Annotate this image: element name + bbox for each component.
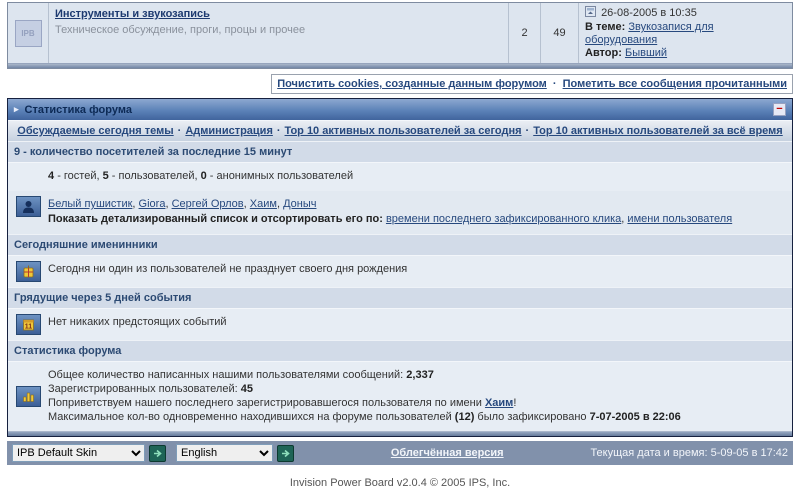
events-header: Грядущие через 5 дней события <box>8 287 792 309</box>
active-users-header: 9 - количество посетителей за последние 15 минут <box>8 141 792 163</box>
member-icon <box>16 196 41 217</box>
subnav-separator: · <box>525 125 530 137</box>
forum-row <box>8 3 792 63</box>
forum-folder-icon: IPB <box>15 20 42 47</box>
last-post-icon[interactable] <box>585 6 596 21</box>
language-select[interactable] <box>176 444 273 462</box>
subnav-separator: · <box>276 125 281 137</box>
birthday-icon <box>16 261 41 282</box>
online-user-link[interactable]: Хаим <box>249 198 277 210</box>
forum-page <box>0 2 800 489</box>
sort-label: Показать детализированный список и отсортировать его по: <box>48 213 383 225</box>
anon-count: 0 <box>200 170 207 182</box>
calendar-icon <box>16 314 41 335</box>
spacer <box>8 167 48 186</box>
comma: , <box>243 198 247 210</box>
active-users-summary-row <box>8 163 792 191</box>
max-online-datetime: 7-07-2005 в 22:06 <box>589 411 681 423</box>
table-shadow <box>8 63 792 68</box>
registered-members-label: Зарегистрированных пользователей: <box>48 383 238 395</box>
birthdays-icon-cell <box>8 260 48 282</box>
active-users-icon-cell <box>8 195 48 229</box>
current-datetime <box>590 447 788 459</box>
lofi-version-link[interactable]: Облегчённая версия <box>390 447 504 459</box>
max-online-value: (12) <box>454 411 475 423</box>
subnav-top10-today-link[interactable]: Top 10 активных пользователей за сегодня <box>284 125 522 137</box>
last-post-author-link[interactable]: Бывший <box>624 47 668 59</box>
footer-center <box>304 447 590 459</box>
comma: , <box>165 198 169 210</box>
active-users-summary <box>48 167 792 186</box>
events-row <box>8 309 792 340</box>
sort-by-name-link[interactable]: имени пользователя <box>627 213 733 225</box>
stats-box-titlebar <box>8 99 792 120</box>
stats-box-title: Статистика форума <box>24 103 132 116</box>
online-user-link[interactable]: Сергей Орлов <box>171 198 244 210</box>
events-message: Нет никаких предстоящих событий <box>48 316 227 328</box>
language-go-button[interactable] <box>277 445 294 462</box>
clear-cookies-link[interactable]: Почистить cookies, созданные данным форумом <box>277 78 547 90</box>
board-stats-row <box>8 362 792 431</box>
max-online-line <box>48 410 784 424</box>
members-count: 5 <box>102 170 109 182</box>
total-posts-line <box>48 368 784 382</box>
newest-member-suffix: ! <box>513 397 517 409</box>
skin-go-button[interactable] <box>149 445 166 462</box>
current-datetime-value: 5-09-05 в 17:42 <box>710 447 788 459</box>
forum-icon-cell <box>8 3 48 63</box>
mark-read-link[interactable]: Пометить все сообщения прочитанными <box>562 78 787 90</box>
title-arrow-icon: ▸ <box>14 104 19 114</box>
birthdays-row <box>8 256 792 287</box>
forum-topics-count: 2 <box>508 3 540 63</box>
birthdays-message: Сегодня ни один из пользователей не празднует своего дня рождения <box>48 263 408 275</box>
comma: , <box>621 213 625 225</box>
active-users-list-row <box>8 191 792 234</box>
collapse-minus-button[interactable]: − <box>773 103 786 116</box>
newest-member-link[interactable]: Хаим <box>484 397 514 409</box>
last-post-topic-link[interactable]: Звукозапися для оборудования <box>585 21 714 46</box>
subnav-todays-topics-link[interactable]: Обсуждаемые сегодня темы <box>17 125 174 137</box>
forum-lastpost-cell <box>578 3 792 63</box>
comma: , <box>276 198 281 210</box>
action-links-box <box>271 74 793 94</box>
total-posts-label: Общее количество написанных нашими пользователями сообщений: <box>48 369 404 381</box>
last-post-author-label: Автор: <box>585 47 622 59</box>
forum-title-cell <box>48 3 508 63</box>
online-users-list <box>48 197 784 212</box>
guests-label: - гостей, <box>57 170 100 182</box>
members-label: - пользователей, <box>111 170 198 182</box>
max-online-mid: было зафиксировано <box>477 411 587 423</box>
copyright-text: Invision Power Board v2.0.4 © 2005 IPS, Inc. <box>289 477 511 489</box>
newest-member-prefix: Поприветствуем нашего последнего зарегистрировавшегося пользователя по имени <box>48 397 482 409</box>
forum-row-table <box>7 2 793 69</box>
birthdays-header: Сегодняшние именинники <box>8 234 792 256</box>
forum-replies-count: 49 <box>540 3 578 63</box>
forum-description: Техническое обсуждение, проги, процы и прочее <box>55 24 306 36</box>
events-icon-cell <box>8 313 48 335</box>
registered-members-line <box>48 382 784 396</box>
online-user-link[interactable]: Giora <box>138 198 166 210</box>
subnav-moderators-link[interactable]: Администрация <box>185 125 273 137</box>
total-posts-value: 2,337 <box>406 369 434 381</box>
board-stats-icon-cell <box>8 366 48 426</box>
board-stats-content <box>48 366 792 426</box>
stats-subnav <box>8 120 792 141</box>
action-links-row <box>7 74 793 94</box>
active-users-content <box>48 195 792 229</box>
last-post-date: 26-08-2005 в 10:35 <box>601 7 697 19</box>
forum-title-link[interactable]: Инструменты и звукозапись <box>55 8 210 20</box>
registered-members-value: 45 <box>240 383 253 395</box>
sort-by-click-link[interactable]: времени последнего зафиксированного клика <box>385 213 622 225</box>
bar-chart-icon <box>16 386 41 407</box>
anon-label: - анонимных пользователей <box>209 170 354 182</box>
newest-member-line <box>48 396 784 410</box>
max-online-prefix: Максимальное кол-во одновременно находившихся на форуме пользователей <box>48 411 452 423</box>
online-user-link[interactable]: Доныч <box>283 198 317 210</box>
last-post-topic-label: В теме: <box>585 21 626 33</box>
skin-select[interactable] <box>12 444 145 462</box>
guests-count: 4 <box>48 170 55 182</box>
footer-bar <box>7 441 793 465</box>
stats-box-bottom-strip <box>8 431 792 436</box>
board-stats-header: Статистика форума <box>8 340 792 362</box>
comma: , <box>132 198 136 210</box>
svg-text:11: 11 <box>24 323 32 331</box>
subnav-top10-overall-link[interactable]: Top 10 активных пользователей за всё время <box>533 125 783 137</box>
subnav-separator: · <box>177 125 182 137</box>
link-separator: · <box>552 78 557 90</box>
detailed-list-sort-line <box>48 212 784 227</box>
online-user-link[interactable]: Белый пушистик <box>48 198 133 210</box>
current-datetime-label: Текущая дата и время: <box>590 447 708 459</box>
board-statistics-box <box>7 98 793 437</box>
